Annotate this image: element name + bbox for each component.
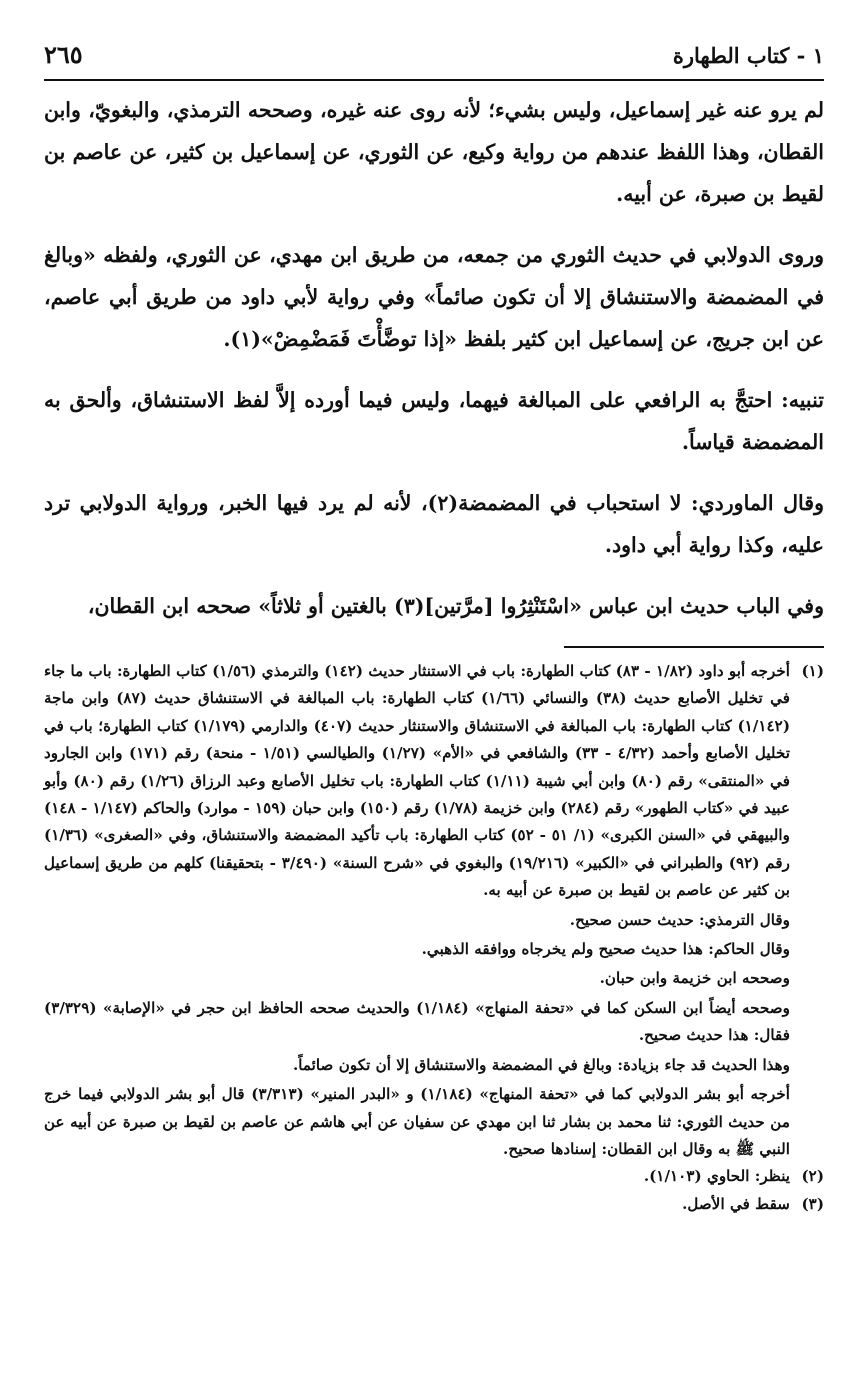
footnote-paragraph: أخرجه أبو بشر الدولابي كما في «تحفة المنهاج» (١/١٨٤) و «البدر المنير» (٣/٣١٣) قال أبو بشر الدولابي فيما خرج من حديث الثوري: ثنا محمد بن بشار ثنا ابن مهدي عن سفيان عن أبي هاشم عن عاصم بن لقيط بن صبرة عن أبيه عن النبي ﷺ به وقال ابن القطان: إسنادها صحيح. <box>44 1085 791 1158</box>
footnote-paragraph: وقال الحاكم: هذا حديث صحيح ولم يخرجاه ووافقه الذهبي. <box>421 940 790 959</box>
footnote-paragraph: وقال الترمذي: حديث حسن صحيح. <box>569 910 790 929</box>
footnotes <box>44 658 824 1218</box>
footnote-text <box>44 658 790 1163</box>
running-header <box>44 40 824 81</box>
footnote-paragraph: ينظر: الحاوي (١/١٠٣). <box>643 1167 790 1186</box>
footnote-paragraph: وصححه أيضاً ابن السكن كما في «تحفة المنهاج» (١/١٨٤) والحديث صححه الحافظ ابن حجر في «الإصابة» (٣/٣٢٩) فقال: هذا حديث صحيح. <box>44 998 790 1045</box>
footnote-paragraph: أخرجه أبو داود (١/٨٢ - ٨٣) كتاب الطهارة: باب في الاستنثار حديث (١٤٢) والترمذي (١/٥٦) كتاب الطهارة: باب ما جاء في تخليل الأصابع حديث (٣٨) والنسائي (١/٦٦) كتاب الطهارة: باب المبالغة في الاستنشاق حديث (٨٧) وابن ماجة (١/١٤٢) كتاب الطهارة: باب المبالغة في الاستنشاق والاستنثار حديث (٤٠٧) والدارمي (١/١٧٩) كتاب الطهارة؛ باب في تخليل الأصابع وأحمد (٤/٣٢ - ٣٣) والشافعي في «الأم» (١/٢٧) والطيالسي (١/٥١ - منحة) رقم (١٧١) وابن الجارود في «المنتقى» رقم (٨٠) وابن أبي شيبة (١/١١) كتاب الطهارة: باب تخليل الأصابع وعبد الرزاق (١/٢٦) رقم (٨٠) وأبو عبيد في «كتاب الطهور» رقم (٢٨٤) وابن خزيمة (١/٧٨) رقم (١٥٠) وابن حبان (١٥٩ - موارد) والحاكم (١/١٤٧ - ١٤٨) والبيهقي في «السنن الكبرى» (١/ ٥١ - ٥٢) كتاب الطهارة: باب تأكيد المضمضة والاستنشاق، وفي «الصغرى» (١/٣٦) رقم (٩٢) والطبراني في «الكبير» (١٩/٢١٦) والبغوي في «شرح السنة» (٣/٤٩٠ - بتحقيقنا) كلهم من طريق إسماعيل بن كثير عن عاصم بن لقيط بن صبرة عن أبيه به. <box>44 662 791 900</box>
paragraph: تنبيه: احتجَّ به الرافعي على المبالغة فيهما، وليس فيما أورده إلاَّ لفظ الاستنشاق، وألحق به المضمضة قياساً. <box>44 388 824 454</box>
page <box>44 40 824 1218</box>
paragraph: وفي الباب حديث ابن عباس «اسْتَنْثِرُوا [مرَّتين](٣) بالغتين أو ثلاثاً» صححه ابن القطان، <box>87 594 824 618</box>
footnote-text <box>44 1163 790 1190</box>
footnote-paragraph: وصححه ابن خزيمة وابن حبان. <box>599 969 790 988</box>
footnote-separator <box>564 646 824 648</box>
paragraph: وروى الدولابي في حديث الثوري من جمعه، من طريق ابن مهدي، عن الثوري، ولفظه «وبالغ في المضمضة والاستنشاق إلا أن تكون صائماً» وفي رواية لأبي داود من طريق أبي عاصم، عن ابن جريج، عن إسماعيل ابن كثير بلفظ «إذا توضَّأْتَ فَمَضْمِضْ»(١). <box>44 243 824 351</box>
footnote-text <box>44 1191 790 1218</box>
footnote-3 <box>44 1191 824 1218</box>
paragraph: وقال الماوردي: لا استحباب في المضمضة(٢)، لأنه لم يرد فيها الخبر، ورواية الدولابي ترد عليه، وكذا رواية أبي داود. <box>44 491 824 557</box>
main-text <box>44 89 824 627</box>
footnote-paragraph: وهذا الحديث قد جاء بزيادة: وبالغ في المضمضة والاستنشاق إلا أن تكون صائماً. <box>292 1055 790 1074</box>
footnote-number: (٣) <box>801 1194 824 1213</box>
footnote-number: (٢) <box>801 1167 824 1186</box>
footnote-2 <box>44 1163 824 1190</box>
paragraph: لم يرو عنه غير إسماعيل، وليس بشيء؛ لأنه روى عنه غيره، وصححه الترمذي، والبغويّ، وابن القطان، وهذا اللفظ عندهم من رواية وكيع، عن الثوري، عن إسماعيل بن كثير، عن عاصم بن لقيط بن صبرة، عن أبيه. <box>44 98 824 206</box>
running-title: ١ - كتاب الطهارة <box>672 43 824 68</box>
footnote-number: (١) <box>801 662 824 680</box>
page-number: ٢٦٥ <box>44 40 83 69</box>
footnote-paragraph: سقط في الأصل. <box>682 1194 790 1213</box>
footnote-1 <box>44 658 824 1163</box>
